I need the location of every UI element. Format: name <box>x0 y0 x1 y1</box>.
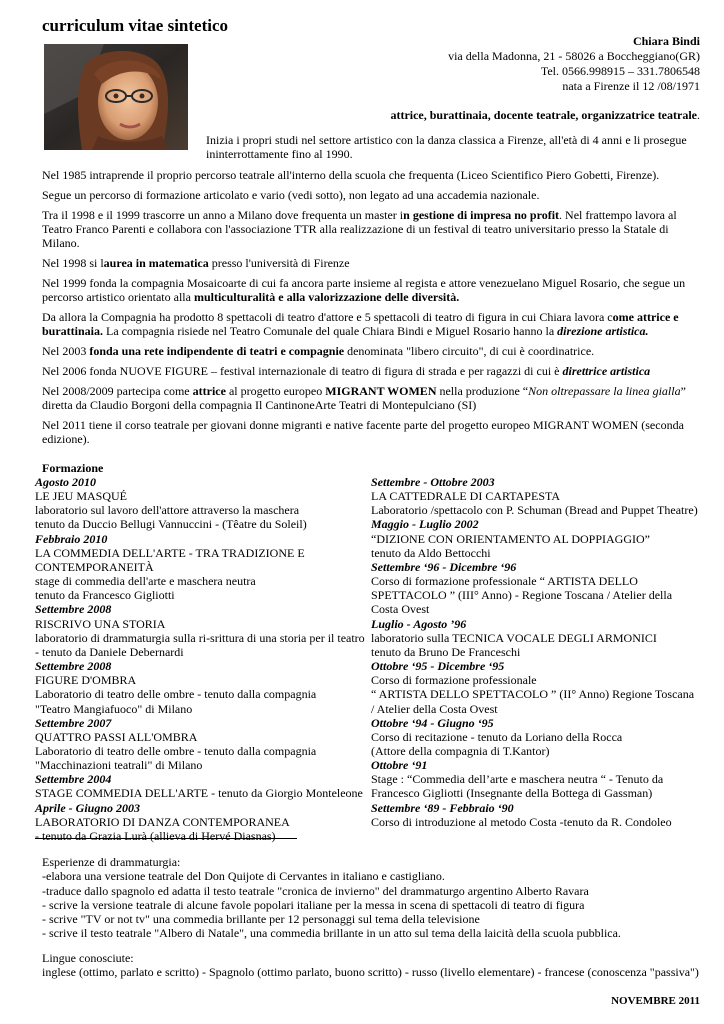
entry-date: Ottobre ‘95 - Dicembre ‘95 <box>371 659 505 674</box>
entry-line: CONTEMPORANEITÀ <box>35 559 154 574</box>
entry-line: Laboratorio di teatro delle ombre - tenuto dalla compagnia <box>35 743 317 758</box>
entry-date: Settembre - Ottobre 2003 <box>371 475 495 489</box>
text-segment: multiculturalità e alla valorizzazione delle diversità. <box>193 290 460 304</box>
entry-date: Ottobre ‘94 - Giugno ‘95 <box>371 715 494 730</box>
entry-line: LA CATTEDRALE DI CARTAPESTA <box>371 489 561 504</box>
esperienze-section <box>42 855 712 941</box>
text-segment: aurea in matematica <box>103 256 209 270</box>
entry-line: Francesco Gigliotti (Insegnante della Bottega di Gassman) <box>371 786 653 801</box>
formazione-entry <box>35 602 375 659</box>
entry-line: - tenuto da Daniele Debernardi <box>35 644 184 659</box>
entry-line: tenuto da Duccio Bellugi Vannuccini - (Têatre du Soleil) <box>35 517 307 532</box>
bio-paragraph <box>42 276 702 304</box>
entry-line: “DIZIONE CON ORIENTAMENTO AL DOPPIAGGIO” <box>371 531 651 546</box>
entry-line: (Attore della compagnia di T.Kantor) <box>371 743 550 758</box>
portrait-photo <box>44 44 188 150</box>
esperienza-item: - scrive la versione teatrale di alcune favole popolari italiane per la messa in scena di spettacoli di teatro di figura <box>42 897 585 912</box>
entry-line: Corso di formazione professionale <box>371 673 537 688</box>
formazione-entry <box>371 517 711 559</box>
text-segment: Nel 2011 tiene il corso teatrale per giovani donne migranti e native facente parte del progetto europeo MIGRANT WOMEN (seconda edizione). <box>42 418 684 446</box>
lingue-section <box>42 951 702 979</box>
lingue-text: inglese (ottimo, parlato e scritto) - Spagnolo (ottimo parlato, buono scritto) - russo (livello elementare) - francese (conoscenza "passiva") <box>42 965 699 980</box>
contact-block <box>448 34 700 94</box>
entry-line: stage di commedia dell'arte e maschera neutra <box>35 574 256 589</box>
entry-date: Luglio - Agosto ’96 <box>371 616 467 631</box>
entry-date: Agosto 2010 <box>35 475 97 489</box>
bio-paragraph <box>42 256 702 270</box>
phone: Tel. 0566.998915 – 331.7806548 <box>540 64 700 78</box>
bio-paragraph <box>42 188 702 202</box>
text-segment: Segue un percorso di formazione articolato e vario (vedi sotto), non legato ad una accademia nazionale. <box>42 188 540 202</box>
entry-line: SPETTACOLO ” (III° Anno) - Regione Toscana / Atelier della <box>371 588 673 603</box>
entry-line: QUATTRO PASSI ALL'OMBRA <box>35 729 198 744</box>
entry-line: laboratorio sul lavoro dell'attore attraverso la maschera <box>35 503 300 518</box>
formazione-right-column <box>371 475 711 829</box>
text-segment: al progetto europeo <box>225 384 326 398</box>
entry-line: "Macchinazioni teatrali" di Milano <box>35 758 203 773</box>
formazione-entry <box>371 659 711 716</box>
entry-line: Laboratorio /spettacolo con P. Schuman (Bread and Puppet Theatre) <box>371 503 698 518</box>
intro-paragraph: Inizia i propri studi nel settore artistico con la danza classica a Firenze, all'età di 4 anni e li prosegue ininterrottamente fino al 1990. <box>206 133 687 161</box>
entry-date: Aprile - Giugno 2003 <box>35 800 141 815</box>
entry-line: - tenuto da Grazia Lurà (allieva di Hervé Diasnas) <box>35 828 276 843</box>
text-segment: nella produzione “ <box>436 384 529 398</box>
lingue-heading: Lingue conosciute: <box>42 951 134 965</box>
text-segment: Da allora la Compagnia ha prodotto 8 spettacoli di teatro d'attore e 5 spettacoli di teatro di figura in cui Chiara lavora c <box>42 310 613 324</box>
entry-line: STAGE COMMEDIA DELL'ARTE - tenuto da Giorgio Monteleone <box>35 786 363 801</box>
role-text: attrice, burattinaia, docente teatrale, organizzatrice teatrale <box>390 108 697 122</box>
esperienza-item: - scrive il testo teatrale "Albero di Natale", una commedia brillante in un atto sul tema della laicità della scuola pubblica. <box>42 926 621 941</box>
entry-line: Costa Ovest <box>371 602 430 617</box>
esperienza-item: - scrive "TV or not tv" una commedia brillante per 12 personaggi sul tema della televisione <box>42 912 480 927</box>
text-segment: Tra il 1998 e il 1999 trascorre un anno a Milano dove frequenta un master i <box>42 208 404 222</box>
entry-line: tenuto da Bruno De Franceschi <box>371 644 521 659</box>
entry-line: “ ARTISTA DELLO SPETTACOLO ” (II° Anno) Regione Toscana <box>371 687 695 702</box>
formazione-entry <box>371 560 711 617</box>
text-segment: direzione artistica. <box>557 324 649 338</box>
bio-paragraph <box>42 310 702 338</box>
formazione-entry <box>371 475 711 517</box>
bio-paragraph <box>42 208 702 250</box>
birth-info: nata a Firenze il 12 /08/1971 <box>562 79 700 93</box>
entry-line: LA COMMEDIA DELL'ARTE - TRA TRADIZIONE E <box>35 545 305 560</box>
entry-line: laboratorio sulla TECNICA VOCALE DEGLI ARMONICI <box>371 630 657 645</box>
bio-paragraph <box>42 364 702 378</box>
bio-paragraph <box>42 344 702 358</box>
document-date: NOVEMBRE 2011 <box>611 995 700 1007</box>
text-segment: Nel 2008/2009 partecipa come <box>42 384 193 398</box>
text-segment: Nel 1985 intraprende il proprio percorso teatrale all'interno della scuola che frequenta (Liceo Scientifico Piero Gobetti, Firenze). <box>42 168 660 182</box>
entry-line: Corso di introduzione al metodo Costa -tenuto da R. Condoleo <box>371 814 672 829</box>
address: via della Madonna, 21 - 58026 a Boccheggiano(GR) <box>448 49 700 63</box>
text-segment: Nel 2003 <box>42 344 90 358</box>
entry-line: LE JEU MASQUÉ <box>35 489 127 504</box>
formazione-entry <box>35 716 375 773</box>
formazione-entry <box>371 758 711 800</box>
text-segment: Non oltrepassare la linea gialla <box>528 384 681 398</box>
person-name: Chiara Bindi <box>632 34 700 48</box>
formazione-entry <box>371 801 711 829</box>
entry-line: tenuto da Francesco Gigliotti <box>35 588 175 603</box>
bio-paragraph <box>42 168 702 182</box>
formazione-entry <box>35 772 375 800</box>
esperienza-item: -traduce dallo spagnolo ed adatta il testo teatrale "cronica de invierno" del drammaturgo argentino Alberto Ravara <box>42 883 589 898</box>
formazione-entry <box>371 617 711 659</box>
entry-date: Settembre 2004 <box>35 772 112 787</box>
text-segment: presso l'università di Firenze <box>208 256 350 270</box>
entry-date: Settembre 2007 <box>35 715 112 730</box>
text-segment: ” diretta da Claudio Borgoni della compagnia Il CantinoneArte Teatri di Montepulciano (SI) <box>42 384 686 412</box>
role-line: attrice, burattinaia, docente teatrale, organizzatrice teatrale. <box>390 108 700 122</box>
entry-line: Stage : “Commedia dell’arte e maschera neutra “ - Tenuto da <box>371 772 664 787</box>
page-title: curriculum vitae sintetico <box>42 16 229 35</box>
entry-line: laboratorio di drammaturgia sulla ri-srittura di una storia per il teatro <box>35 630 365 645</box>
entry-line: FIGURE D'OMBRA <box>35 673 137 688</box>
entry-line: Laboratorio di teatro delle ombre - tenuto dalla compagnia <box>35 687 317 702</box>
text-segment: La compagnia risiede nel Teatro Comunale del quale Chiara Bindi e Miguel Rosario hanno la <box>103 324 558 338</box>
entry-date: Ottobre ‘91 <box>371 758 428 773</box>
formazione-entry <box>35 801 375 843</box>
text-segment: attrice <box>192 384 226 398</box>
entry-line: / Atelier della Costa Ovest <box>371 701 498 716</box>
text-segment: . Nel frattempo lavora al Teatro Franco Parenti e collabora con l'associazione TTR alla realizzazione di un festival di teatro universitario presso la Statale di Milano. <box>42 208 677 250</box>
entry-line: "Teatro Mangiafuoco" di Milano <box>35 701 193 716</box>
formazione-heading: Formazione <box>42 461 104 475</box>
entry-date: Settembre 2008 <box>35 602 112 617</box>
text-segment: MIGRANT WOMEN <box>325 384 437 398</box>
bio-paragraphs <box>42 168 702 452</box>
text-segment: Nel 1999 fonda la compagnia Mosaicoarte di cui fa ancora parte insieme al regista e attore venezuelano Miguel Rosario, che segue un percorso artistico orientato alla <box>42 276 686 304</box>
formazione-entry <box>35 532 375 603</box>
formazione-entry <box>35 475 375 532</box>
bio-paragraph <box>42 384 702 412</box>
text-segment: Nel 2006 fonda NUOVE FIGURE – festival internazionale di teatro di figura di strada e per ragazzi di cui è <box>42 364 563 378</box>
formazione-entry <box>371 716 711 758</box>
entry-line: tenuto da Aldo Bettocchi <box>371 545 491 560</box>
entry-date: Febbraio 2010 <box>35 531 108 546</box>
entry-date: Settembre ‘96 - Dicembre ‘96 <box>371 559 517 574</box>
text-segment: fonda una rete indipendente di teatri e compagnie <box>89 344 345 358</box>
entry-line: Corso di recitazione - tenuto da Loriano della Rocca <box>371 729 623 744</box>
entry-line: RISCRIVO UNA STORIA <box>35 616 166 631</box>
text-segment: Nel 1998 si l <box>42 256 104 270</box>
text-segment: n gestione di impresa no profit <box>403 208 560 222</box>
esperienza-item: -elabora una versione teatrale del Don Quijote di Cervantes in italiano e castigliano. <box>42 869 445 884</box>
divider-line <box>35 838 297 839</box>
text-segment: denominata "libero circuito", di cui è coordinatrice. <box>344 344 595 358</box>
formazione-entry <box>35 659 375 716</box>
esperienze-list <box>42 869 712 940</box>
entry-line: LABORATORIO DI DANZA CONTEMPORANEA <box>35 814 290 829</box>
formazione-left-column <box>35 475 375 843</box>
text-segment: direttrice artistica <box>562 364 651 378</box>
entry-line: Corso di formazione professionale “ ARTISTA DELLO <box>371 574 638 589</box>
esperienze-heading: Esperienze di drammaturgia: <box>42 855 181 869</box>
entry-date: Settembre ‘89 - Febbraio ‘90 <box>371 800 514 815</box>
entry-date: Settembre 2008 <box>35 659 112 674</box>
bio-paragraph <box>42 418 702 446</box>
text-segment: ome attrice e burattinaia. <box>42 310 679 338</box>
entry-date: Maggio - Luglio 2002 <box>371 517 479 532</box>
